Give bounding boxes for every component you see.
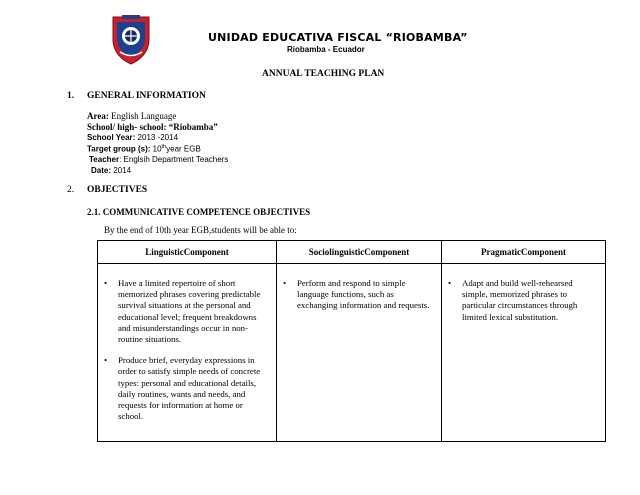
header-sociolinguistic: SociolinguisticComponent: [277, 241, 442, 264]
table-header-row: [98, 241, 606, 264]
sociolinguistic-list: [277, 278, 441, 312]
competence-objectives-table: [97, 240, 606, 442]
list-item: • Perform and respond to simple language functions, such as exchanging information and requests.: [297, 278, 435, 312]
teacher-value: : Englsih Department Teachers: [119, 155, 229, 164]
school-label: School/ high- school: “Riobamba”: [87, 122, 218, 132]
city-subheading: Riobamba - Ecuador: [287, 45, 365, 54]
linguistic-cell: [98, 264, 277, 442]
area-label: Area:: [87, 111, 109, 121]
plan-title: ANNUAL TEACHING PLAN: [262, 69, 385, 79]
date-value: 2014: [111, 166, 132, 175]
school-year-label: School Year:: [87, 133, 136, 142]
teacher-label: Teacher: [89, 155, 120, 164]
pragmatic-cell: [442, 264, 606, 442]
section-2-title: OBJECTIVES: [87, 185, 148, 195]
linguistic-list: [98, 278, 276, 422]
date-line: [91, 166, 131, 175]
target-group-sup: th: [161, 144, 167, 150]
header-pragmatic: PragmaticComponent: [442, 241, 606, 264]
school-year-value: 2013 -2014: [135, 133, 179, 142]
teacher-line: [89, 155, 228, 164]
target-group-label: Target group (s):: [87, 144, 151, 154]
section-1-number: 1.: [67, 91, 75, 101]
target-group-line: [87, 144, 201, 154]
objectives-intro: By the end of 10th year EGB,students will be able to:: [104, 225, 297, 235]
date-label: Date:: [91, 166, 112, 175]
school-line: [87, 122, 218, 132]
list-item: • Produce brief, everyday expressions in order to satisfy simple needs of concrete types: personal and educational details, daily routines, wants and needs, and requests for information at home or school.: [118, 355, 270, 422]
area-line: [87, 111, 176, 121]
pragmatic-list: [442, 278, 605, 323]
table-row: [98, 264, 606, 442]
target-group-value: 10: [150, 144, 162, 154]
subsection-2-1-title: 2.1. COMMUNICATIVE COMPETENCE OBJECTIVES: [87, 207, 311, 217]
list-item: • Adapt and build well-rehearsed simple, memorized phrases to particular circumstances through limited lexical substitution.: [462, 278, 599, 323]
area-value: English Language: [108, 111, 177, 121]
section-2-number: 2.: [67, 185, 75, 195]
sociolinguistic-cell: [277, 264, 442, 442]
school-name-heading: UNIDAD EDUCATIVA FISCAL “RIOBAMBA”: [208, 31, 468, 44]
school-year-line: [87, 133, 178, 142]
section-1-title: GENERAL INFORMATION: [87, 91, 206, 101]
list-item: • Have a limited repertoire of short memorized phrases covering predictable survival situations at the personal and educational level; frequent breakdowns and misunderstandings occur in non-routine situations.: [118, 278, 270, 345]
header-linguistic: LinguisticComponent: [98, 241, 277, 264]
target-group-suffix: year EGB: [166, 144, 201, 154]
school-crest-logo: [108, 14, 154, 66]
